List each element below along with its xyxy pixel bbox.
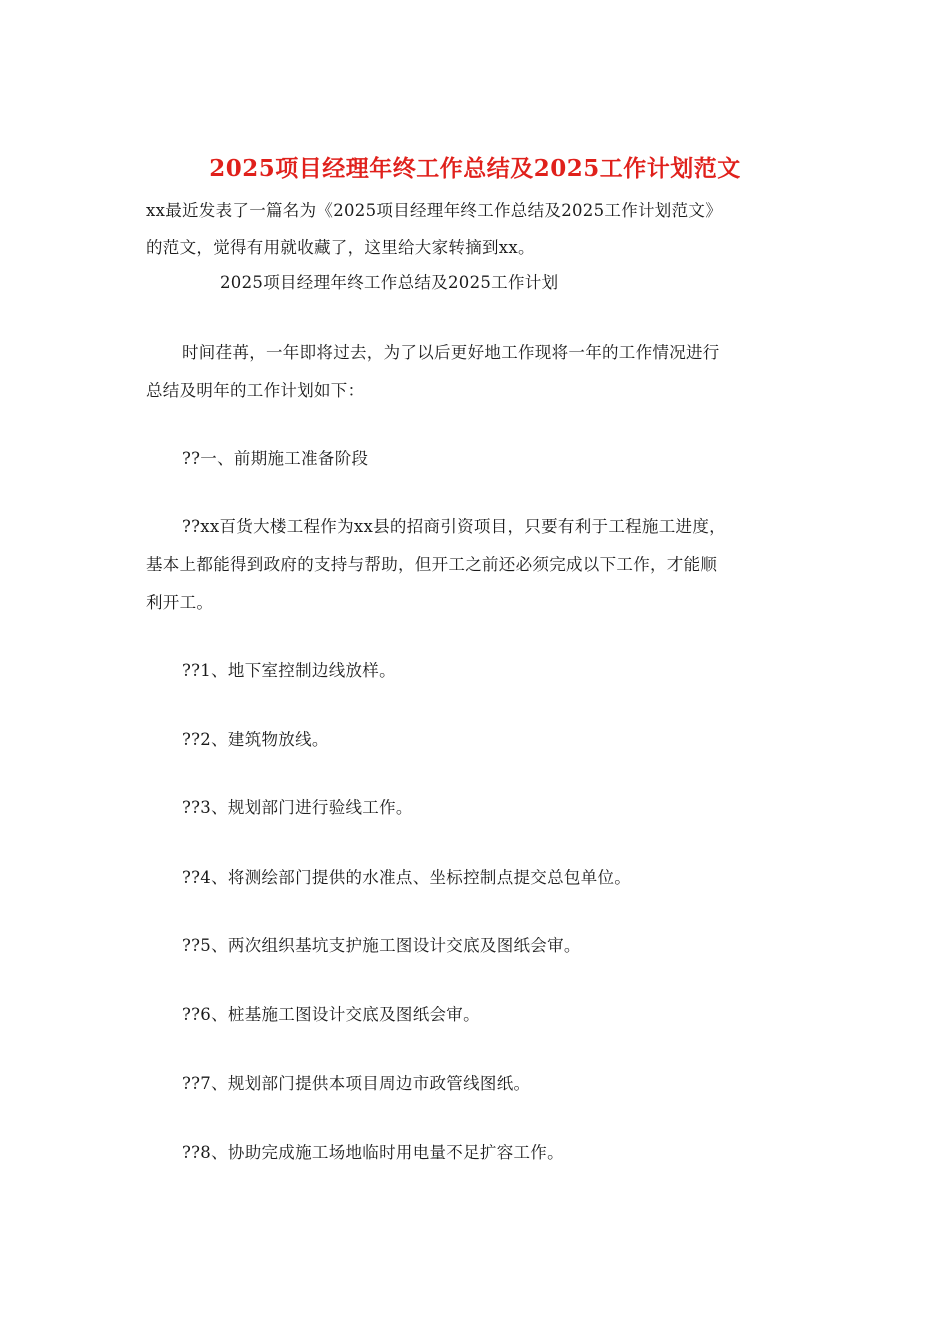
intro-line-1: xx最近发表了一篇名为《2025项目经理年终工作总结及2025工作计划范文》 [146,201,722,220]
document-title: 2025项目经理年终工作总结及2025工作计划范文 [209,155,741,182]
para1-line-2: 总结及明年的工作计划如下： [146,381,365,400]
para2-line-3: 利开工。 [146,593,214,612]
list-item: ??1、地下室控制边线放样。 [182,661,396,680]
list-item: ??7、规划部门提供本项目周边市政管线图纸。 [182,1074,531,1093]
list-item: ??8、协助完成施工场地临时用电量不足扩容工作。 [182,1143,564,1162]
list-item: ??5、两次组织基坑支护施工图设计交底及图纸会审。 [182,936,581,955]
para2-line-1: ??xx百货大楼工程作为xx县的招商引资项目，只要有利于工程施工进度， [182,517,726,536]
para1-line-1: 时间荏苒，一年即将过去，为了以后更好地工作现将一年的工作情况进行 [182,343,720,362]
list-item: ??6、桩基施工图设计交底及图纸会审。 [182,1005,480,1024]
list-item: ??4、将测绘部门提供的水准点、坐标控制点提交总包单位。 [182,868,632,887]
section-heading: ??一、前期施工准备阶段 [182,449,369,468]
intro-line-2: 的范文，觉得有用就收藏了，这里给大家转摘到xx。 [146,238,535,257]
list-item: ??3、规划部门进行验线工作。 [182,798,413,817]
para2-line-2: 基本上都能得到政府的支持与帮助，但开工之前还必须完成以下工作，才能顺 [146,555,718,574]
subtitle: 2025项目经理年终工作总结及2025工作计划 [220,273,559,292]
list-item: ??2、建筑物放线。 [182,730,329,749]
